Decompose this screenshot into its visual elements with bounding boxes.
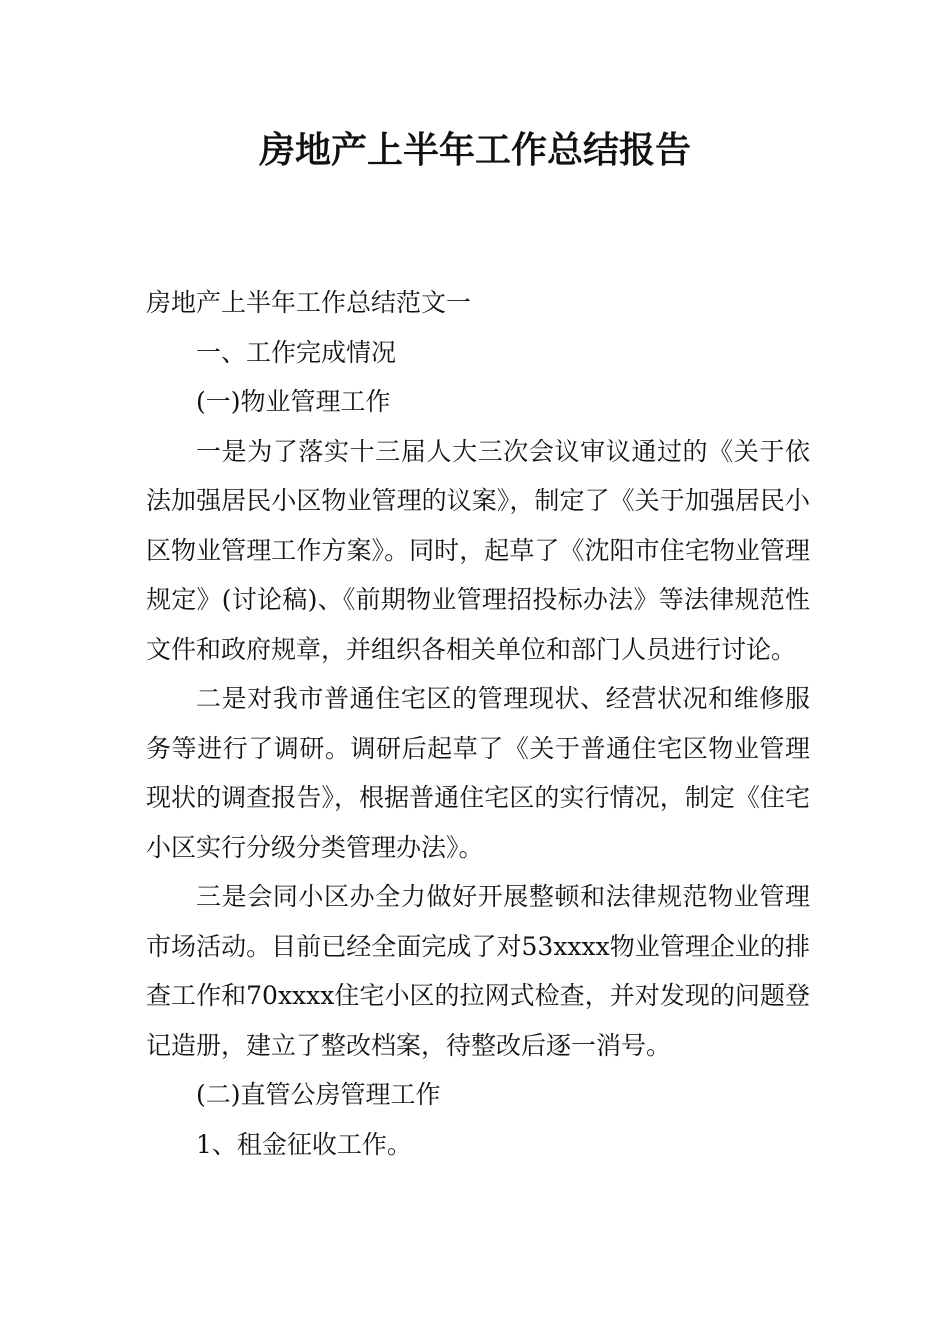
subsection-heading: (一)物业管理工作 [196,387,391,416]
body-paragraph: 三是会同小区办全力做好开展整顿和法律规范物业管理市场活动。目前已经全面完成了对53xxxx物业管理企业的排查工作和70xxxx住宅小区的拉网式检查，并对发现的问题登记造册，建立了整改档案，待整改后逐一消号。 [146,882,810,1060]
section-heading: 房地产上半年工作总结范文一 [146,288,472,317]
subsection-heading: (二)直管公房管理工作 [196,1080,441,1109]
body-paragraph: 一是为了落实十三届人大三次会议审议通过的《关于依法加强居民小区物业管理的议案》，制定了《关于加强居民小区物业管理工作方案》。同时，起草了《沈阳市住宅物业管理规定》(讨论稿)、《前期物业管理招投标办法》等法律规范性文件和政府规章，并组织各相关单位和部门人员进行讨论。 [146,436,810,664]
list-item-heading: 1、租金征收工作。 [196,1129,412,1159]
document-title: 房地产上半年工作总结报告 [258,130,691,171]
chapter-heading: 一、工作完成情况 [196,337,397,367]
document-body [146,278,810,1169]
body-paragraph: 二是对我市普通住宅区的管理现状、经营状况和维修服务等进行了调研。调研后起草了《关于普通住宅区物业管理现状的调查报告》，根据普通住宅区的实行情况，制定《住宅小区实行分级分类管理办法》。 [146,684,810,862]
